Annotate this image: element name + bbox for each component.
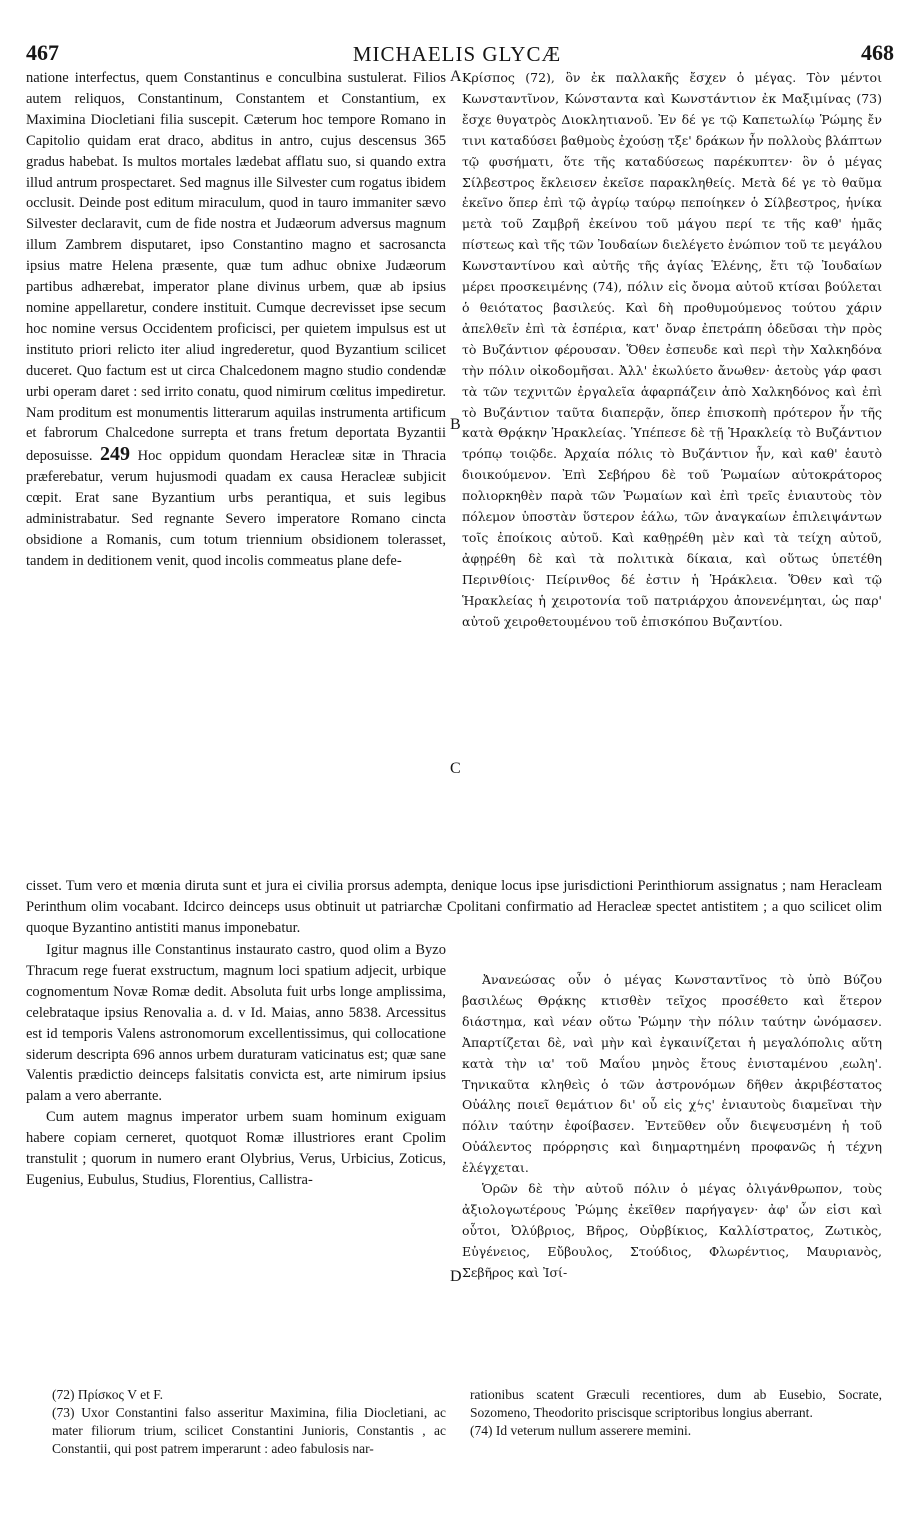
margin-mark-b: B xyxy=(450,416,461,433)
margin-mark-a: A xyxy=(450,68,462,85)
latin-text-before-number: natione interfectus, quem Constantinus e conculbina sustulerat. Filios autem reliquos, Constantinum, Constantem et Constantium, ex Maximina Diocletiani filia suscepit. Cæterum hoc tempore Romano in Capitolio quidam erat draco, abditus in antro, cujus descensus 365 gradus habebat. Is multos mortales lædebat afflatu suo, si quando extra illud antrum prospectaret. Sed magnus ille Silvester cum rogatus ibidem occlusit. Deinde post editum miraculum, quod in tauro immaniter sævo Silvester declaravit, cum de fide nostra et Judæorum adversus magnum illum Zambrem disputaret, ipso Constantino magno et sacrosancta ipsius matre Helena præsente, quæ tum adhuc obnixe Judæorum partibus adhærebat, imperator plane divinus urbem, quæ ab ipsius nomine appellaretur, condere instituit. Cumque decrevisset ipse secum hoc nomine versus Occidentem proficisci, per quietem impulsus est ut instituto priori relicto iter aliud ingrederetur, quod Byzantium scilicet duceret. Quo factum est ut circa Chalcedonem magno studio condendæ urbi operam daret : sed irrito conatu, quod nimirum cœlitus impediretur. Nam proditum est monumentis litterarum aquilas instrumenta artificum et fabrorum Chalcedone surrepta et trans fretum deportata Byzantii deposuisse. xyxy=(26,70,446,465)
greek-column-bottom xyxy=(462,970,882,1284)
footnote: rationibus scatent Græculi recentiores, dum ab Eusebio, Socrate, Sozomeno, Theodorito priscisque scriptoribus longius aberrant. xyxy=(470,1387,882,1420)
latin-column-top xyxy=(26,68,446,572)
greek-paragraph: Ὁρῶν δὲ τὴν αὐτοῦ πόλιν ὁ μέγας ὀλιγάνθρωπον, τοὺς ἀξιολογωτέρους Ῥώμης ἐκεῖθεν παρήγαγεν· ἀφ' ὧν εἰσι καὶ οὗτοι, Ὀλύβριος, Βῆρος, Οὐρβίκιος, Καλλίστρατος, Ζωτικὸς, Εὐγένειος, Εὔβουλος, Στούδιος, Φλωρέντιος, Μαυριανὸς, Σεβῆρος καὶ Ἰσί- xyxy=(462,1181,882,1280)
column-number: 249 xyxy=(100,443,131,466)
latin-full-paragraph: cisset. Tum vero et mœnia diruta sunt et jura ei civilia prorsus adempta, denique locus ipse jurisdictioni Perinthiorum assignatus ; nam Heracleam Perinthum olim vocabant. Idcirco deinceps usus obtinuit ut patriarchæ Cpolitani confirmatio ad Heracleæ spectet antistitem ; a quo scilicet olim quoque Byzantino antistiti manus imponebatur. xyxy=(26,878,882,936)
latin-paragraph: Cum autem magnus imperator urbem suam hominum exiguam habere copiam cerneret, quotquot Romæ illustriores erant Cpolim transtulit ; quorum in numero erant Olybrius, Verus, Urbicius, Zoticus, Eugenius, Eubulus, Studius, Florentius, Callistra- xyxy=(26,1109,446,1188)
footnote: (73) Uxor Constantini falso asseritur Maximina, filia Diocletiani, ac mater filiorum trium, scilicet Constantini Junioris, Constantis , ac Constantii, qui post patrem imperarunt : adeo fabulosis nar- xyxy=(52,1405,446,1456)
latin-full-width-text xyxy=(26,876,882,939)
latin-text-after-number: Hoc oppidum quondam Heracleæ sitæ in Thracia præferebatur, verum hujusmodi quadam ex causa Heracleæ subjicit cœpit. Erat sane Byzantium urbs perantiqua, et suis legibus administrabatur. Sed regnante Severo imperatore Romano cincta obsidione a Romanis, cum totum triennium obsidionem tolerasset, tandem in deditionem venit, quod incolis commeatus plane defe- xyxy=(26,448,447,569)
margin-mark-d: D xyxy=(450,1268,462,1285)
greek-column-top xyxy=(462,68,882,632)
greek-paragraph: Ἀνανεώσας οὖν ὁ μέγας Κωνσταντῖνος τὸ ὑπὸ Βύζου βασιλέως Θρᾴκης κτισθὲν τεῖχος προσέθετο καὶ ἕτερον διάστημα, καὶ νέαν οὕτω Ῥώμην τὴν πόλιν ταύτην ὠνόμασεν. Ἀπαρτίζεται δὲ, ναὶ μὴν καὶ ἐγκαινίζεται ἡ μεγαλόπολις αὕτη κατὰ τὴν ια' τοῦ Μαΐου μηνὸς ἔτους ἐνισταμένου ͵εωλη'. Τηνικαῦτα κληθεὶς ὁ τῶν ἀστρονόμων δῆθεν ἀκριβέστατος Οὐάλης ποιεῖ θεμάτιον δι' οὗ εἰς χϟς' ἐνιαυτοὺς διαμεῖναι τὴν πόλιν ταύτην ἐφοίβασεν. Ἐντεῦθεν οὖν διεψευσμένη ἡ τοῦ Οὐάλεντος πρόρρησις καὶ διημαρτημένη προφανῶς ἡ τέχνη ἐλέγχεται. xyxy=(462,972,882,1176)
latin-paragraph: Igitur magnus ille Constantinus instaurato castro, quod olim a Byzo Thracum rege fuerat exstructum, magnum loci spatium adjecit, urbique cognomentum Novæ Romæ dedit. Absoluta fuit urbs longe amplissima, celebrataque ipsius Renovalia a. d. v Id. Maias, anno 5838. Arcessitus est id temporis Valens astronomorum excellentissimus, qui collocatione siderum descripta 696 annos urbem duraturam vaticinatus est; quæ sane Valentis prædictio deinceps falsitatis convicta est, arte nimirum ipsius palam a vero aberrante. xyxy=(26,942,446,1105)
footnotes-right xyxy=(470,1386,882,1440)
footnote: (74) Id veterum nullum asserere memini. xyxy=(470,1423,692,1438)
left-page-number: 467 xyxy=(26,40,59,65)
greek-paragraph: Κρίσπος (72), ὃν ἐκ παλλακῆς ἔσχεν ὁ μέγας. Τὸν μέντοι Κωνσταντῖνον, Κώνσταντα καὶ Κωνστάντιον ἐκ Μαξιμίνας (73) ἔσχε θυγατρὸς Διοκλητιανοῦ. Ἐν δέ γε τῷ Καπετωλίῳ Ῥώμης ἔν τινι καταδύσει βαθμοὺς ἐχούσῃ τξε' δράκων ἦν πολλοὺς βλάπτων τῷ φυσήματι, ὅτε τῆς καταδύσεως παρέκυπτεν· ὃν ὁ μέγας Σίλβεστρος ἔκλεισεν ἐκεῖσε παρακληθείς. Μετὰ δέ γε τὸ θαῦμα ἐκεῖνο ὅπερ ἐπὶ τῷ ἀγρίῳ ταύρῳ πεποίηκεν ὁ Σίλβεστρος, ἡνίκα μετὰ τοῦ Ζαμβρῆ ἐκείνου τοῦ μάγου περί τε τῆς καθ' ἡμᾶς πίστεως καὶ τῆς τῶν Ἰουδαίων διελέγετο ἐνώπιον τοῦ τε μεγάλου Κωνσταντίνου καὶ αὐτῆς τῆς ἁγίας Ἑλένης, ἔτι τῷ Ἰουδαίων μέρει προσκειμένης (74), πόλιν εἰς ὄνομα αὐτοῦ κτίσαι βούλεται ὁ θειότατος βασιλεύς. Καὶ δὴ προθυμούμενος τούτου χάριν ἀπελθεῖν ἐπὶ τὰ ἑσπέρια, κατ' ὄναρ ἐπετράπη ὁδεῦσαι τὴν πρὸς τὸ Βυζάντιον φέρουσαν. Ὅθεν ἐσπευδε καὶ περὶ τὴν Χαλκηδόνα τὴν πόλιν οἰκοδομῆσαι. Ἀλλ' ἐκωλύετο ἄνωθεν· ἀετοὺς γάρ φασι τὰ τῶν τεχνιτῶν ἐργαλεῖα ἁφαρπάζειν ἀπὸ Χαλκηδόνος καὶ ἐπὶ τὸ Βυζάντιον ταῦτα διαπερᾷν, ὅπερ ἐπισκοπὴ πρότερον ἦν τῆς κατὰ Θρᾴκην Ἡρακλείας. Ὑπέπεσε δὲ τῇ Ἡρακλείᾳ τὸ Βυζάντιον τρόπῳ τοιῷδε. Ἀρχαία πόλις τὸ Βυζάντιον ἦν, καὶ καθ' ἑαυτὸ διοικούμενον. Ἐπὶ Σεβήρου δὲ τοῦ Ῥωμαίων αὐτοκράτορος πολιορκηθὲν παρὰ τῶν Ῥωμαίων καὶ ἐπὶ τρεῖς ἐνιαυτοὺς τὸν πόλεμον ὑποστὰν ὕστερον ἑάλω, τῶν ἀναγκαίων ἐπιλειψάντων τοῖς ἐποίκοις αὐτοῦ. Καὶ καθῃρέθη μὲν καὶ τὰ τείχη αὐτοῦ, ἀφῃρέθη δὲ καὶ τὰ πολιτικὰ δίκαια, καὶ οὕτως ὑπετέθη Περινθίοις· Πείρινθος δέ ἐστιν ἡ Ἡράκλεια. Ὅθεν καὶ τῷ Ἡρακλείας ἡ χειροτονία τοῦ πατριάρχου ἀπονενέμηται, ὡς παρ' αὐτοῦ χειροθετουμένου τοῦ ἐπισκόπου Βυζαντίου. xyxy=(462,70,882,629)
running-title: MICHAELIS GLYCÆ xyxy=(352,42,562,66)
latin-column-bottom xyxy=(26,940,446,1191)
footnotes-left xyxy=(52,1386,446,1458)
right-page-number: 468 xyxy=(861,40,894,65)
latin-paragraph xyxy=(26,68,446,572)
footnote: (72) Πρίσκος V et F. xyxy=(52,1387,164,1402)
margin-mark-c: C xyxy=(450,760,461,777)
